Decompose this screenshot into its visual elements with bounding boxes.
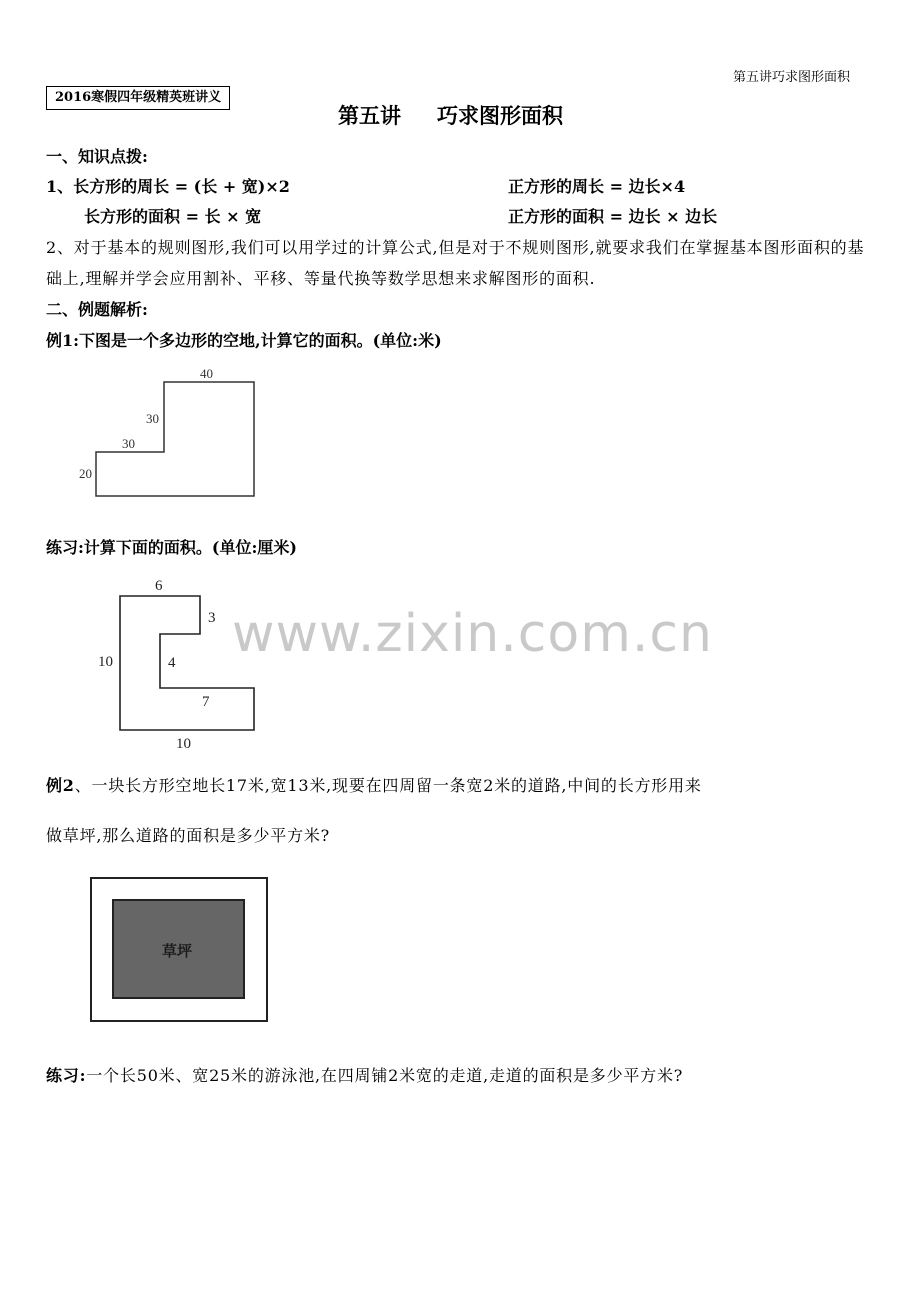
header-right-label: 第五讲巧求图形面积 <box>733 70 851 85</box>
practice2-prefix: 练习: <box>46 1066 87 1085</box>
section1-heading: 一、知识点拨: <box>46 147 148 166</box>
example2-text1: 、一块长方形空地长17米,宽13米,现要在四周留一条宽2米的道路,中间的长方形用来 <box>74 776 702 795</box>
title-topic: 巧求图形面积 <box>437 103 563 128</box>
square-perimeter-formula: 正方形的周长 = 边长×4 <box>508 177 686 196</box>
section2-heading: 二、例题解析: <box>46 300 148 319</box>
practice1-label-bottom: 10 <box>176 736 191 752</box>
practice1-label-left: 10 <box>98 654 113 670</box>
practice1-question: 练习:计算下面的面积。(单位:厘米) <box>46 538 297 557</box>
header-badge: 2016寒假四年级精英班讲义 <box>46 86 230 110</box>
example1-question: 例1:下图是一个多边形的空地,计算它的面积。(单位:米) <box>46 331 442 350</box>
practice1-label-top: 6 <box>155 578 163 594</box>
rect-area-formula: 长方形的面积 = 长 × 宽 <box>84 207 262 226</box>
rect-perimeter-formula: 1、长方形的周长 = (长 + 宽)×2 <box>46 177 290 196</box>
practice1-label-inner: 4 <box>168 655 176 671</box>
knowledge-paragraph: 2、对于基本的规则图形,我们可以用学过的计算公式,但是对于不规则图形,就要求我们在掌握基本图形面积的基础上,理解并学会应用割补、平移、等量代换等数学思想来求解图形的面积. <box>46 238 865 288</box>
example1-label-top: 40 <box>200 366 213 381</box>
square-area-formula: 正方形的面积 = 边长 × 边长 <box>508 207 718 226</box>
example2-question-line2: 做草坪,那么道路的面积是多少平方米? <box>46 826 331 845</box>
practice2-text: 一个长50米、宽25米的游泳池,在四周铺2米宽的走道,走道的面积是多少平方米? <box>86 1066 684 1085</box>
example1-polygon <box>96 382 254 496</box>
lawn-label: 草坪 <box>162 944 193 960</box>
page-title <box>338 100 563 130</box>
watermark: www.zixin.com.cn <box>232 604 713 664</box>
title-lecture: 第五讲 <box>338 103 401 128</box>
example2-figure <box>88 874 272 1026</box>
practice1-label-step: 7 <box>202 694 210 710</box>
example2-question-line1 <box>46 770 702 801</box>
example1-label-step: 30 <box>122 436 135 451</box>
practice1-label-right-top: 3 <box>208 610 216 626</box>
example1-label-left: 20 <box>79 466 92 481</box>
example1-figure <box>70 360 290 510</box>
example2-prefix: 例2 <box>46 776 75 795</box>
example1-label-upper-side: 30 <box>146 411 159 426</box>
practice2-question <box>46 1060 683 1091</box>
